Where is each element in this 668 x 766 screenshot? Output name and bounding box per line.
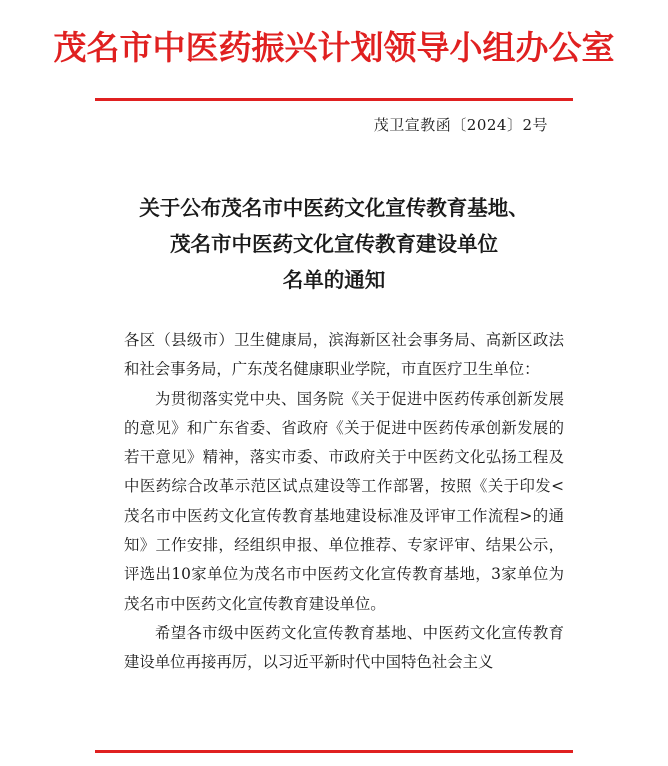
body-paragraph-2: 希望各市级中医药文化宣传教育基地、中医药文化宣传教育建设单位再接再厉，以习近平新时代中国特色社会主义 [124,623,564,672]
document-number: 茂卫宣教函〔2024〕2号 [373,116,548,134]
body-paragraph-1: 为贯彻落实党中央、国务院《关于促进中医药传承创新发展的意见》和广东省委、省政府《关于促进中医药传承创新发展的若干意见》精神，落实市委、市政府关于中医药文化弘扬工程及中医药综合改革示范区试点建设等工作部署，按照《关于印发<茂名市中医药文化宣传教育基地建设标准及评审工作流程>的通知》工作安排，经组织申报、单位推荐、专家评审、结果公示，评选出10家单位为茂名市中医药文化宣传教育基地，3家单位为茂名市中医药文化宣传教育建设单位。 [124,389,564,613]
issuing-office-header: 茂名市中医药振兴计划领导小组办公室 [53,28,615,67]
document-body [124,326,564,678]
recipients-paragraph: 各区（县级市）卫生健康局，滨海新区社会事务局、高新区政法和社会事务局，广东茂名健康职业学院，市直医疗卫生单位： [124,331,564,379]
footer-red-rule [95,750,573,753]
title-line-3: 名单的通知 [282,268,386,292]
title-line-2: 茂名市中医药文化宣传教育建设单位 [170,232,498,256]
document-title [95,190,573,298]
title-line-1: 关于公布茂名市中医药文化宣传教育基地、 [139,196,529,220]
header-red-rule [95,98,573,101]
